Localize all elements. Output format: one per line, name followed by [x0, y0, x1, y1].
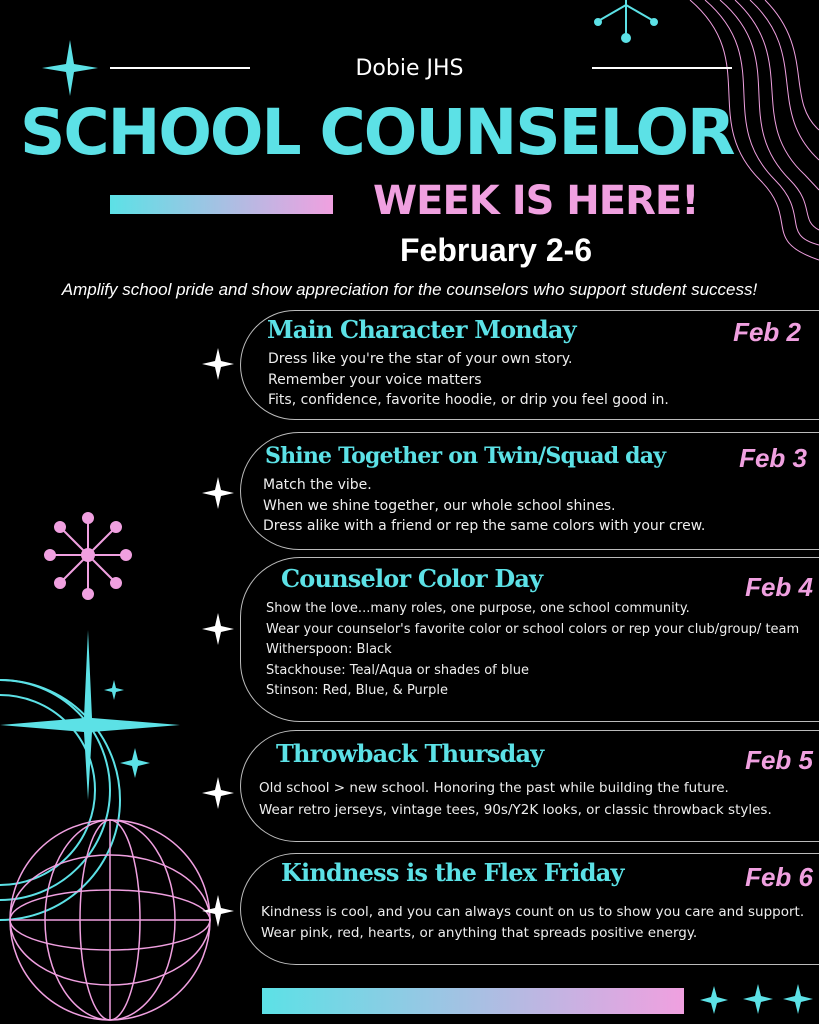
sparkle-white-icons [202, 348, 234, 927]
day-date: Feb 6 [745, 862, 813, 892]
day-card-friday [240, 853, 819, 965]
day-title: Counselor Color Day [281, 564, 543, 593]
school-name: Dobie JHS [355, 56, 464, 81]
teal-rings-decoration [0, 680, 120, 920]
day-title: Kindness is the Flex Friday [281, 858, 624, 887]
day-date: Feb 3 [739, 443, 807, 473]
wireframe-globe-decoration [10, 820, 210, 1020]
gradient-bar-top [110, 195, 333, 214]
day-card-wednesday [240, 557, 819, 722]
subtitle: WEEK IS HERE! [373, 178, 699, 224]
day-card-tuesday [240, 432, 819, 550]
day-date: Feb 4 [745, 572, 813, 602]
day-description: Match the vibe. When we shine together, our whole school shines. Dress alike with a friend or rep the same colors with your crew. [263, 477, 706, 534]
day-date: Feb 5 [745, 745, 813, 775]
day-date: Feb 2 [733, 317, 801, 347]
tagline: Amplify school pride and show appreciation for the counselors who support student success! [61, 280, 758, 299]
starburst-pink-icon [45, 513, 131, 599]
day-card-thursday [240, 730, 819, 842]
day-description: Show the love...many roles, one purpose, one school community. Wear your counselor's favorite color or school colors or rep your club/group/ team Witherspoon: Black Stackhouse: Teal/Aqua or shades of blue Stinson: Red, Blue, & Purple [266, 601, 800, 698]
day-description: Dress like you're the star of your own story. Remember your voice matters Fits, confidence, favorite hoodie, or drip you feel good in. [268, 351, 669, 408]
starburst-teal-icon [595, 0, 657, 42]
gradient-bar-bottom [262, 988, 684, 1014]
day-description: Kindness is cool, and you can always count on us to show you care and support. Wear pink, red, hearts, or anything that spreads positive energy. [261, 904, 805, 941]
page-title: SCHOOL COUNSELOR [20, 96, 734, 169]
day-title: Shine Together on Twin/Squad day [265, 443, 666, 469]
day-card-monday [240, 310, 819, 420]
event-dates: February 2-6 [400, 232, 593, 268]
day-title: Throwback Thursday [276, 739, 544, 768]
day-title: Main Character Monday [267, 315, 576, 344]
day-description: Old school > new school. Honoring the past while building the future. Wear retro jerseys, vintage tees, 90s/Y2K looks, or classic throwback styles. [259, 780, 772, 818]
